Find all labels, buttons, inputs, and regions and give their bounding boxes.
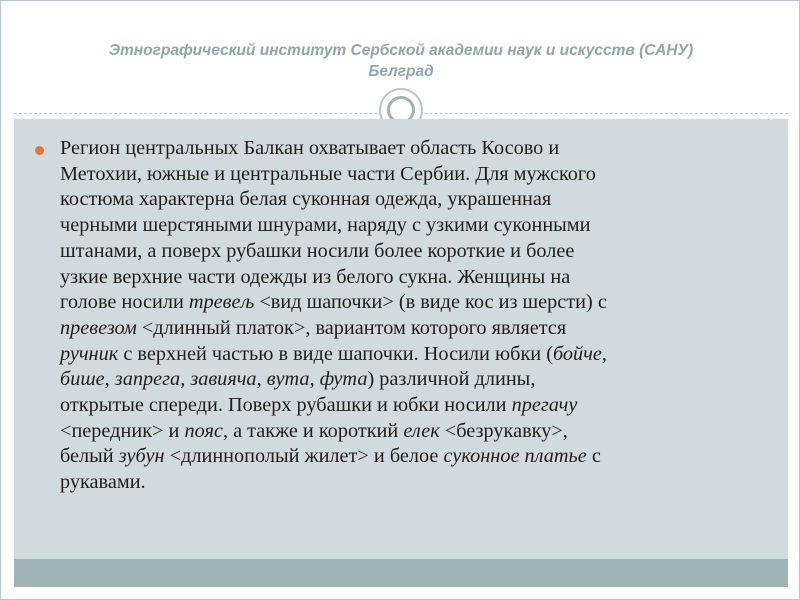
- text-run: белый: [60, 445, 119, 468]
- paragraph-line: [60, 213, 766, 239]
- italic-term: запрега: [114, 368, 181, 391]
- bullet-icon: [35, 146, 44, 155]
- slide-title-line-2: Белград: [368, 63, 434, 80]
- text-run: черными шерстяными шнурами, наряду с узкими суконными: [60, 214, 591, 237]
- paragraph-line: [60, 444, 766, 470]
- paragraph-line: [60, 419, 766, 445]
- paragraph-line: [60, 470, 766, 496]
- text-run: ,: [256, 368, 267, 391]
- italic-term: ручник: [60, 342, 119, 365]
- italic-term: пояс: [184, 419, 223, 442]
- italic-term: бойче: [552, 342, 602, 365]
- italic-term: превезом: [60, 316, 137, 339]
- italic-term: суконное платье: [443, 445, 587, 468]
- text-run: с верхней частью в виде шапочки. Носили юбки (: [118, 342, 553, 365]
- text-run: <безрукавку>,: [439, 419, 568, 442]
- text-run: узкие верхние части одежды из белого сукна. Женщины на: [60, 265, 571, 288]
- text-run: Метохии, южные и центральные части Сербии. Для мужского: [60, 162, 596, 185]
- text-run: голове носили: [60, 291, 189, 314]
- text-run: ) различной длины,: [367, 368, 536, 391]
- slide-title-line-1: Этнографический институт Сербской академии наук и искусств (САНУ): [108, 42, 694, 59]
- text-run: ,: [180, 368, 191, 391]
- paragraph-line: [60, 367, 766, 393]
- paragraph-line: [60, 136, 766, 162]
- paragraph-line: [60, 187, 766, 213]
- italic-term: зубун: [118, 445, 165, 468]
- content-panel: [14, 119, 788, 559]
- paragraph-line: [60, 239, 766, 265]
- paragraph-line: [60, 162, 766, 188]
- paragraph-line: [60, 342, 766, 368]
- text-run: открытые спереди. Поверх рубашки и юбки носили: [60, 394, 512, 417]
- footer-band: [14, 559, 788, 587]
- text-run: <длинный платок>, вариантом которого является: [136, 316, 567, 339]
- text-run: , а также и короткий: [222, 419, 404, 442]
- italic-term: тревељ: [188, 291, 255, 314]
- italic-term: вута: [266, 368, 310, 391]
- italic-term: фута: [319, 368, 368, 391]
- text-run: <длиннополый жилет> и белое: [164, 445, 444, 468]
- text-run: ,: [309, 368, 320, 391]
- text-run: ,: [601, 342, 607, 365]
- paragraph-line: [60, 265, 766, 291]
- italic-term: бише: [60, 368, 105, 391]
- text-run: ,: [104, 368, 115, 391]
- italic-term: прегачу: [511, 394, 578, 417]
- text-run: костюма характерна белая суконная одежда, украшенная: [60, 188, 552, 211]
- italic-term: елек: [403, 419, 440, 442]
- text-run: <передник> и: [60, 419, 185, 442]
- paragraph-line: [60, 316, 766, 342]
- slide-title: [34, 40, 768, 82]
- paragraph-line: [60, 290, 766, 316]
- text-run: рукавами.: [60, 471, 146, 494]
- body-paragraph: [60, 136, 766, 496]
- italic-term: завияча: [190, 368, 257, 391]
- text-run: Регион центральных Балкан охватывает область Косово и: [60, 137, 560, 159]
- paragraph-line: [60, 393, 766, 419]
- text-run: штанами, а поверх рубашки носили более короткие и более: [60, 239, 575, 262]
- text-run: <вид шапочки> (в виде кос из шерсти) с: [254, 291, 607, 314]
- text-run: с: [586, 445, 601, 468]
